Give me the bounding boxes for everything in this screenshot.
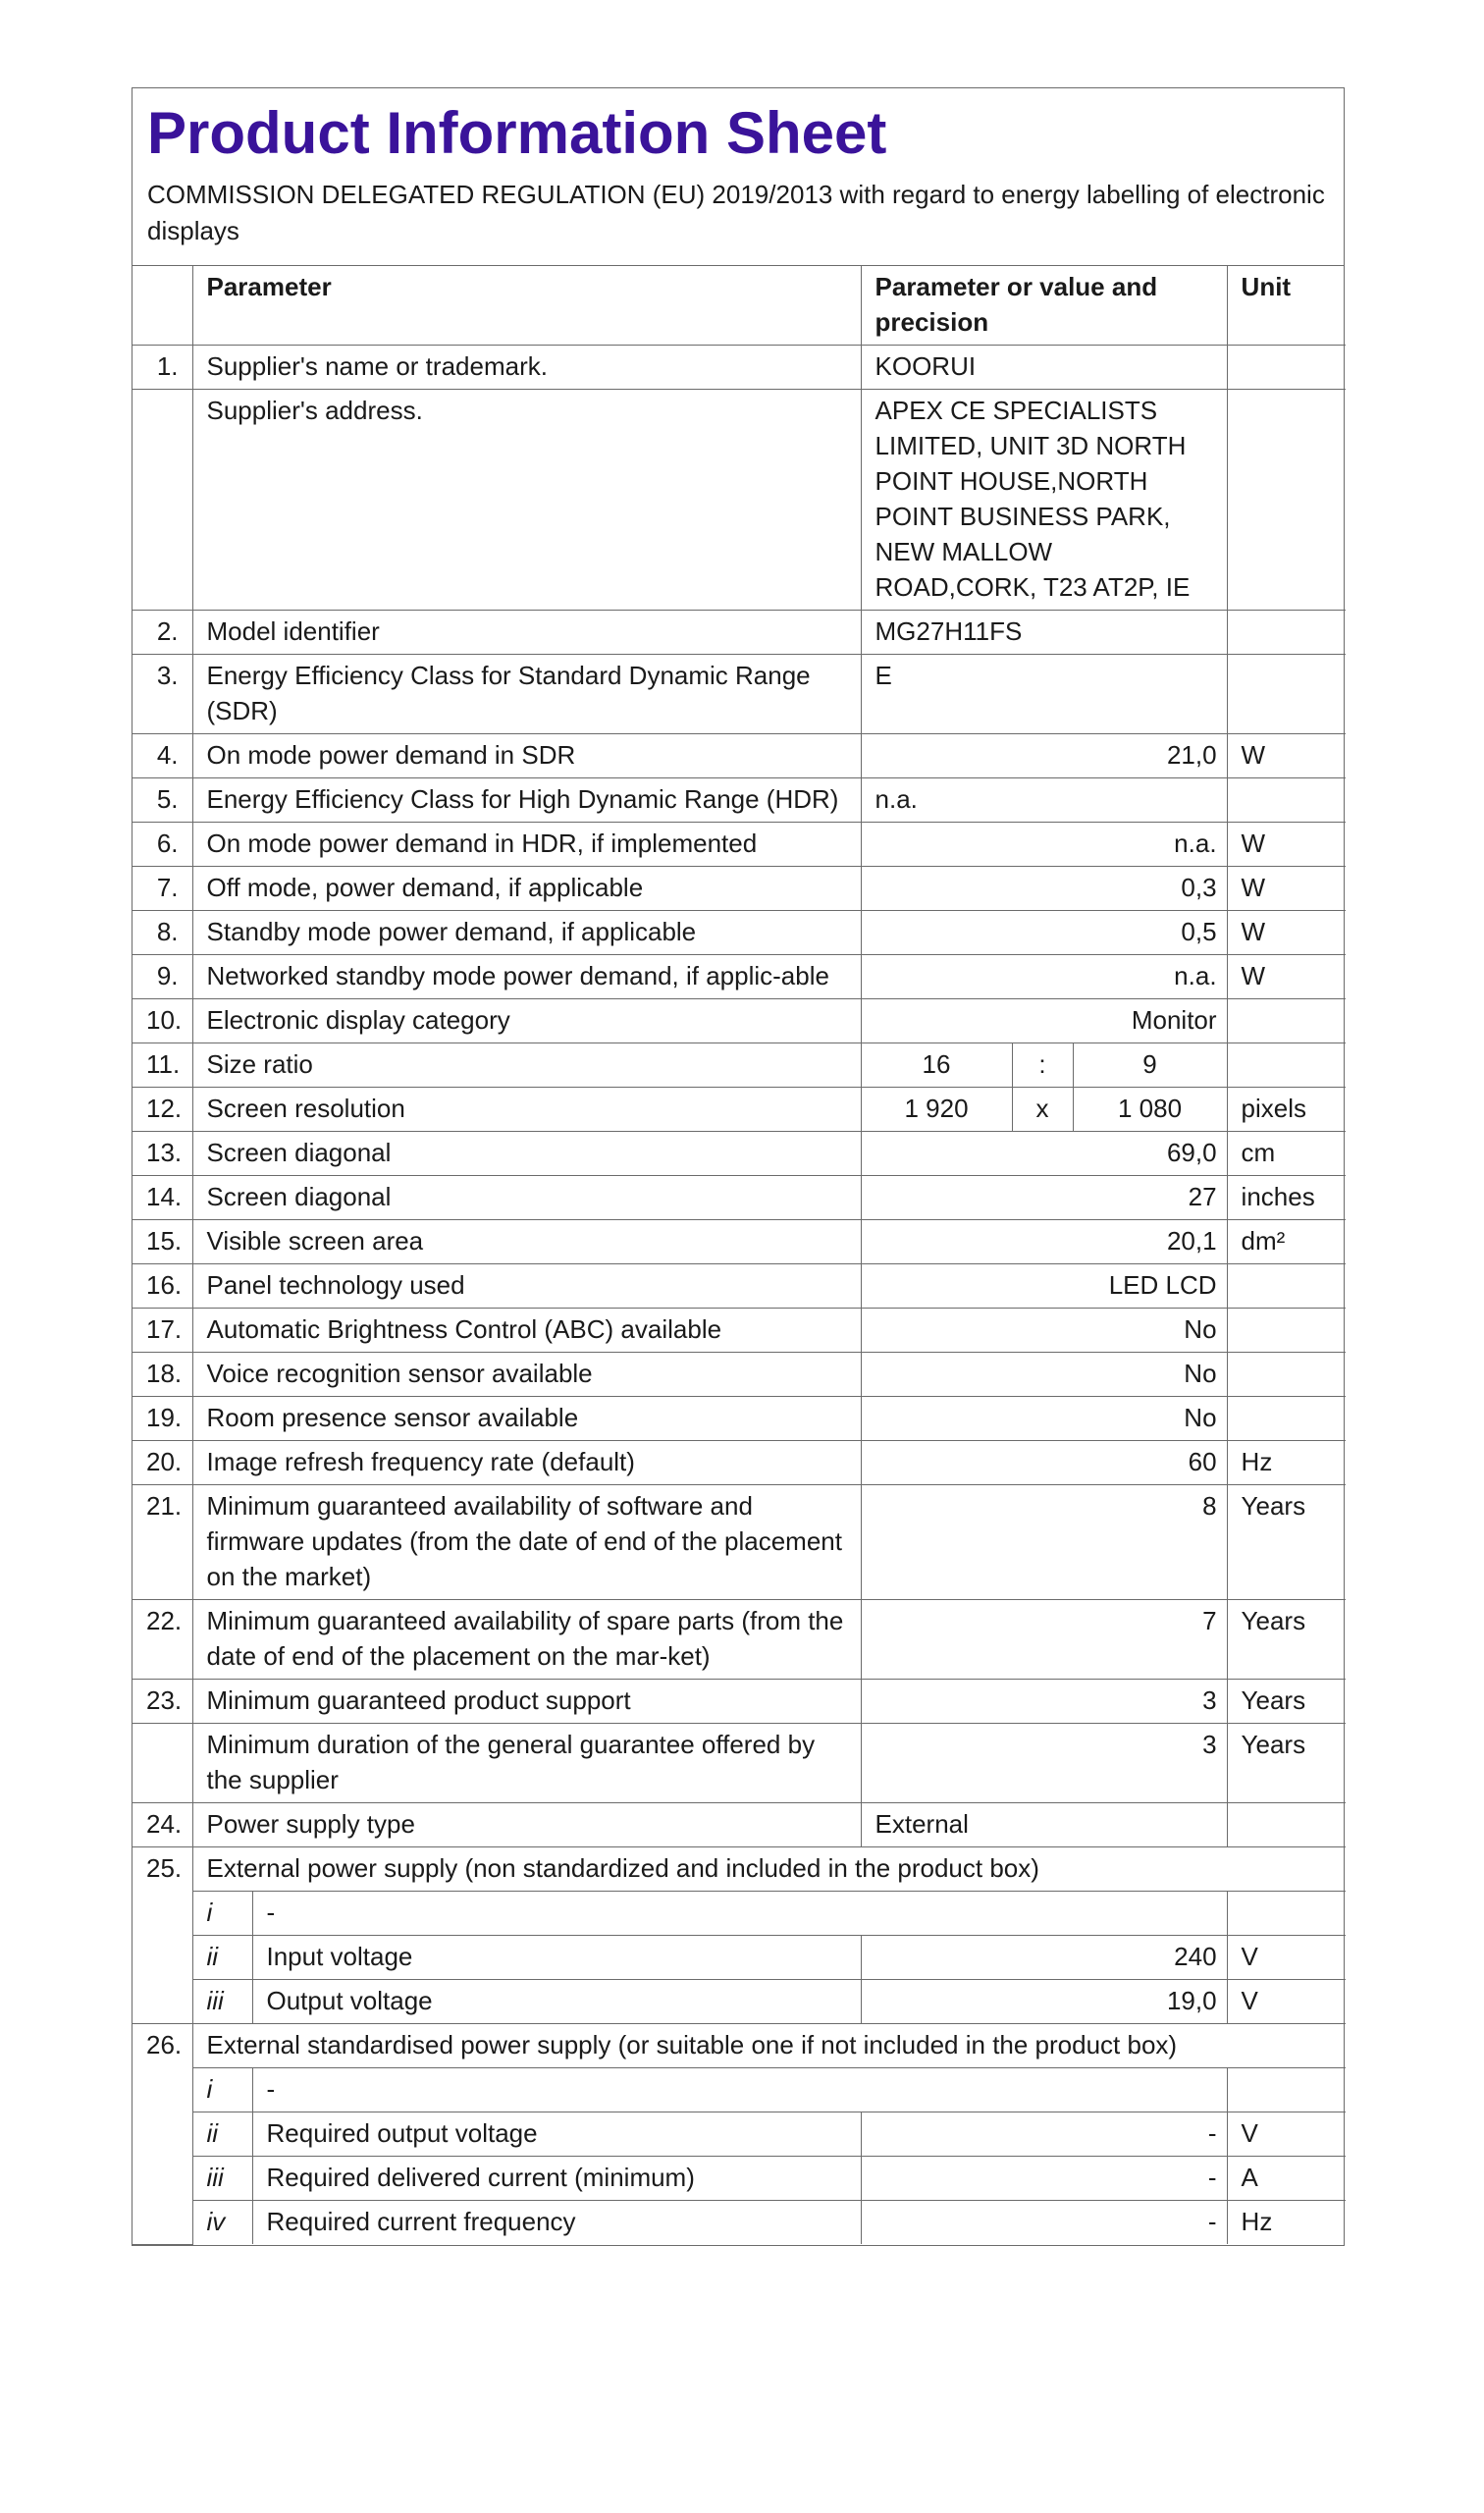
unit	[1227, 611, 1346, 655]
table-row	[132, 999, 1346, 1043]
row-number: 4.	[132, 734, 192, 778]
parameter-label: Standby mode power demand, if applicable	[192, 911, 861, 955]
table-row	[132, 1309, 1346, 1353]
section-title: External standardised power supply (or suitable one if not included in the product box)	[192, 2024, 1346, 2068]
row-number: 17.	[132, 1309, 192, 1353]
row-number: 24.	[132, 1803, 192, 1847]
table-row	[132, 1220, 1346, 1264]
parameter-value: 27	[861, 1176, 1227, 1220]
parameter-value: 3	[861, 1680, 1227, 1724]
unit: W	[1227, 911, 1346, 955]
table-row	[132, 1088, 1346, 1132]
sub-item-numeral: ii	[192, 2112, 252, 2157]
table-row	[132, 734, 1346, 778]
parameter-label: Model identifier	[192, 611, 861, 655]
parameter-label: Automatic Brightness Control (ABC) available	[192, 1309, 861, 1353]
parameter-label: On mode power demand in HDR, if implemented	[192, 823, 861, 867]
parameter-value: No	[861, 1397, 1227, 1441]
value-separator: :	[1012, 1043, 1073, 1088]
unit	[1227, 2068, 1346, 2112]
table-row	[132, 1980, 1346, 2024]
parameter-label: Supplier's address.	[192, 390, 861, 611]
parameter-value: 0,3	[861, 867, 1227, 911]
unit	[1227, 1264, 1346, 1309]
unit	[1227, 346, 1346, 390]
column-header-unit: Unit	[1227, 266, 1346, 346]
sub-item-label: -	[252, 2068, 1227, 2112]
table-row	[132, 2157, 1346, 2201]
row-number: 6.	[132, 823, 192, 867]
table-row	[132, 867, 1346, 911]
row-number: 15.	[132, 1220, 192, 1264]
unit	[1227, 1892, 1346, 1936]
unit: V	[1227, 1980, 1346, 2024]
table-row	[132, 2201, 1346, 2245]
parameter-label: Image refresh frequency rate (default)	[192, 1441, 861, 1485]
value-right: 1 080	[1073, 1088, 1227, 1132]
parameter-label: Minimum duration of the general guarantee offered by the supplier	[192, 1724, 861, 1803]
table-row	[132, 2024, 1346, 2068]
parameter-label: Minimum guaranteed availability of spare parts (from the date of end of the placement on the mar-ket)	[192, 1600, 861, 1680]
unit: Years	[1227, 1680, 1346, 1724]
row-number: 11.	[132, 1043, 192, 1088]
table-row	[132, 1397, 1346, 1441]
parameter-table	[132, 266, 1346, 2245]
row-number: 10.	[132, 999, 192, 1043]
table-row	[132, 2068, 1346, 2112]
parameter-value: n.a.	[861, 955, 1227, 999]
table-row	[132, 1600, 1346, 1680]
unit: W	[1227, 955, 1346, 999]
parameter-value: No	[861, 1353, 1227, 1397]
sub-item-value: 240	[861, 1936, 1227, 1980]
table-row	[132, 1803, 1346, 1847]
value-left: 16	[861, 1043, 1012, 1088]
parameter-value: Monitor	[861, 999, 1227, 1043]
parameter-label: Supplier's name or trademark.	[192, 346, 861, 390]
parameter-label: Panel technology used	[192, 1264, 861, 1309]
unit: W	[1227, 734, 1346, 778]
unit: Years	[1227, 1724, 1346, 1803]
sub-item-numeral: iii	[192, 1980, 252, 2024]
parameter-label: Minimum guaranteed availability of software and firmware updates (from the date of end of the placement on the market)	[192, 1485, 861, 1600]
sub-item-label: -	[252, 1892, 1227, 1936]
table-row	[132, 1353, 1346, 1397]
parameter-label: Screen diagonal	[192, 1132, 861, 1176]
parameter-label: Room presence sensor available	[192, 1397, 861, 1441]
parameter-label: Minimum guaranteed product support	[192, 1680, 861, 1724]
table-row	[132, 611, 1346, 655]
sheet-header	[132, 88, 1344, 266]
sub-item-value: -	[861, 2157, 1227, 2201]
parameter-value: 7	[861, 1600, 1227, 1680]
row-number	[132, 390, 192, 611]
table-row	[132, 655, 1346, 734]
page-title: Product Information Sheet	[147, 100, 887, 166]
parameter-label: Energy Efficiency Class for High Dynamic Range (HDR)	[192, 778, 861, 823]
unit: Hz	[1227, 2201, 1346, 2245]
unit	[1227, 1043, 1346, 1088]
unit	[1227, 1309, 1346, 1353]
parameter-label: Screen diagonal	[192, 1176, 861, 1220]
parameter-value: APEX CE SPECIALISTS LIMITED, UNIT 3D NORTH POINT HOUSE,NORTH POINT BUSINESS PARK, NEW MALLOW ROAD,CORK, T23 AT2P, IE	[861, 390, 1227, 611]
sub-item-label: Input voltage	[252, 1936, 861, 1980]
parameter-label: Size ratio	[192, 1043, 861, 1088]
parameter-label: Networked standby mode power demand, if applic-able	[192, 955, 861, 999]
table-row	[132, 1176, 1346, 1220]
row-number	[132, 1724, 192, 1803]
unit: A	[1227, 2157, 1346, 2201]
parameter-value: 21,0	[861, 734, 1227, 778]
row-number: 14.	[132, 1176, 192, 1220]
unit	[1227, 999, 1346, 1043]
column-header-value: Parameter or value and precision	[861, 266, 1227, 346]
parameter-label: Screen resolution	[192, 1088, 861, 1132]
sub-item-numeral: i	[192, 1892, 252, 1936]
row-number: 21.	[132, 1485, 192, 1600]
parameter-value: 8	[861, 1485, 1227, 1600]
table-row	[132, 2112, 1346, 2157]
unit	[1227, 1353, 1346, 1397]
unit: Years	[1227, 1600, 1346, 1680]
table-row	[132, 823, 1346, 867]
unit	[1227, 390, 1346, 611]
row-number: 7.	[132, 867, 192, 911]
parameter-label: Off mode, power demand, if applicable	[192, 867, 861, 911]
parameter-label: Electronic display category	[192, 999, 861, 1043]
parameter-label: Visible screen area	[192, 1220, 861, 1264]
unit: pixels	[1227, 1088, 1346, 1132]
parameter-value: MG27H11FS	[861, 611, 1227, 655]
unit	[1227, 655, 1346, 734]
unit: W	[1227, 867, 1346, 911]
row-number: 18.	[132, 1353, 192, 1397]
table-row	[132, 1441, 1346, 1485]
parameter-label: On mode power demand in SDR	[192, 734, 861, 778]
unit: cm	[1227, 1132, 1346, 1176]
regulation-subtitle: COMMISSION DELEGATED REGULATION (EU) 2019/2013 with regard to energy labelling of electronic displays	[147, 180, 1325, 245]
sub-item-value: -	[861, 2201, 1227, 2245]
parameter-label: Voice recognition sensor available	[192, 1353, 861, 1397]
unit: dm²	[1227, 1220, 1346, 1264]
row-number: 5.	[132, 778, 192, 823]
sub-item-label: Required output voltage	[252, 2112, 861, 2157]
value-left: 1 920	[861, 1088, 1012, 1132]
sub-item-label: Required delivered current (minimum)	[252, 2157, 861, 2201]
parameter-value: n.a.	[861, 823, 1227, 867]
row-number: 8.	[132, 911, 192, 955]
table-row	[132, 1264, 1346, 1309]
table-row	[132, 390, 1346, 611]
table-row	[132, 1847, 1346, 1892]
parameter-value: No	[861, 1309, 1227, 1353]
parameter-value: E	[861, 655, 1227, 734]
row-number: 2.	[132, 611, 192, 655]
row-number: 25.	[132, 1847, 192, 2024]
parameter-value: 60	[861, 1441, 1227, 1485]
sub-item-value: -	[861, 2112, 1227, 2157]
sub-item-numeral: ii	[192, 1936, 252, 1980]
parameter-value: 20,1	[861, 1220, 1227, 1264]
row-number: 23.	[132, 1680, 192, 1724]
unit: Hz	[1227, 1441, 1346, 1485]
sub-item-numeral: i	[192, 2068, 252, 2112]
unit: V	[1227, 1936, 1346, 1980]
row-number: 22.	[132, 1600, 192, 1680]
row-number: 13.	[132, 1132, 192, 1176]
unit	[1227, 1397, 1346, 1441]
sub-item-label: Required current frequency	[252, 2201, 861, 2245]
table-row	[132, 955, 1346, 999]
parameter-value: KOORUI	[861, 346, 1227, 390]
unit: inches	[1227, 1176, 1346, 1220]
sub-item-numeral: iii	[192, 2157, 252, 2201]
parameter-value: n.a.	[861, 778, 1227, 823]
unit	[1227, 778, 1346, 823]
row-number: 19.	[132, 1397, 192, 1441]
unit	[1227, 1803, 1346, 1847]
table-row	[132, 1892, 1346, 1936]
value-separator: x	[1012, 1088, 1073, 1132]
unit: W	[1227, 823, 1346, 867]
row-number: 26.	[132, 2024, 192, 2245]
parameter-label: Power supply type	[192, 1803, 861, 1847]
row-number: 9.	[132, 955, 192, 999]
unit: V	[1227, 2112, 1346, 2157]
parameter-value: External	[861, 1803, 1227, 1847]
sub-item-label: Output voltage	[252, 1980, 861, 2024]
table-row	[132, 911, 1346, 955]
table-row	[132, 778, 1346, 823]
unit: Years	[1227, 1485, 1346, 1600]
section-title: External power supply (non standardized and included in the product box)	[192, 1847, 1346, 1892]
parameter-value: LED LCD	[861, 1264, 1227, 1309]
row-number: 16.	[132, 1264, 192, 1309]
value-right: 9	[1073, 1043, 1227, 1088]
row-number: 12.	[132, 1088, 192, 1132]
parameter-label: Energy Efficiency Class for Standard Dynamic Range (SDR)	[192, 655, 861, 734]
table-row	[132, 1132, 1346, 1176]
sub-item-numeral: iv	[192, 2201, 252, 2245]
parameter-value: 3	[861, 1724, 1227, 1803]
row-number: 3.	[132, 655, 192, 734]
row-number: 20.	[132, 1441, 192, 1485]
product-information-sheet	[132, 87, 1345, 2246]
table-row	[132, 1936, 1346, 1980]
table-row	[132, 346, 1346, 390]
table-row	[132, 1043, 1346, 1088]
table-row	[132, 1680, 1346, 1724]
row-number: 1.	[132, 346, 192, 390]
parameter-value: 0,5	[861, 911, 1227, 955]
table-header-row	[132, 266, 1346, 346]
sub-item-value: 19,0	[861, 1980, 1227, 2024]
column-header-parameter: Parameter	[192, 266, 861, 346]
table-row	[132, 1724, 1346, 1803]
parameter-value: 69,0	[861, 1132, 1227, 1176]
table-row	[132, 1485, 1346, 1600]
